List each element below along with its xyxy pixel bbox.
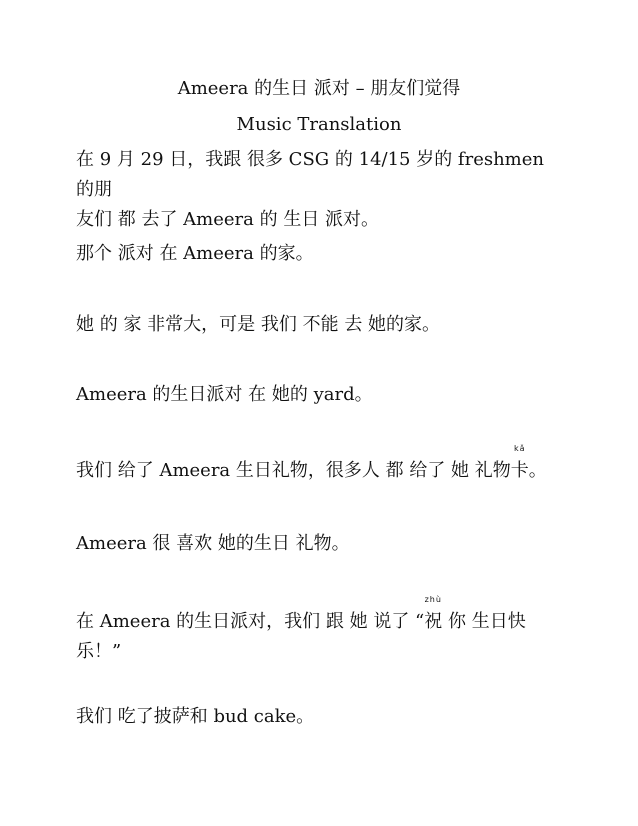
ruby-ka xyxy=(510,444,529,486)
paragraph-5 xyxy=(76,444,556,486)
paragraph-1 xyxy=(76,145,556,235)
paragraph-2: 那个 派对 在 Ameera 的家。 xyxy=(76,243,314,264)
paragraph-7 xyxy=(76,595,556,667)
paragraph-6: Ameera 很 喜欢 她的生日 礼物。 xyxy=(76,533,350,554)
paragraph-5-text: 我们 给了 Ameera 生日礼物，很多人 都 给了 她 礼物 xyxy=(76,460,511,481)
paragraph-8: 我们 吃了披萨和 bud cake。 xyxy=(76,706,315,727)
ruby-base-zhu: 祝 xyxy=(424,611,443,632)
paragraph-5-end: 。 xyxy=(528,460,547,481)
paragraph-7-line-2: 乐！” xyxy=(76,641,122,662)
paragraph-4: Ameera 的生日派对 在 她的 yard。 xyxy=(76,384,373,405)
paragraph-3: 她 的 家 非常大，可是 我们 不能 去 她的家。 xyxy=(76,314,441,335)
paragraph-7-text: 在 Ameera 的生日派对，我们 跟 她 说了 “ xyxy=(76,611,425,632)
paragraph-1-line-2: 友们 都 去了 Ameera 的 生日 派对。 xyxy=(76,209,380,230)
ruby-base-ka: 卡 xyxy=(510,460,529,481)
paragraph-7-line-1 xyxy=(76,595,556,637)
ruby-zhu xyxy=(424,595,443,637)
pinyin-annotation-ka: kǎ xyxy=(513,444,526,453)
document-title: Ameera 的生日 派对 – 朋友们觉得 xyxy=(177,78,461,99)
paragraph-7-text-after: 你 生日快 xyxy=(442,611,526,632)
pinyin-annotation-zhu: zhù xyxy=(424,595,442,604)
paragraph-1-line-1: 在 9 月 29 日，我跟 很多 CSG 的 14/15 岁的 freshmen 的朋 xyxy=(76,149,544,200)
document-subtitle: Music Translation xyxy=(236,114,402,135)
